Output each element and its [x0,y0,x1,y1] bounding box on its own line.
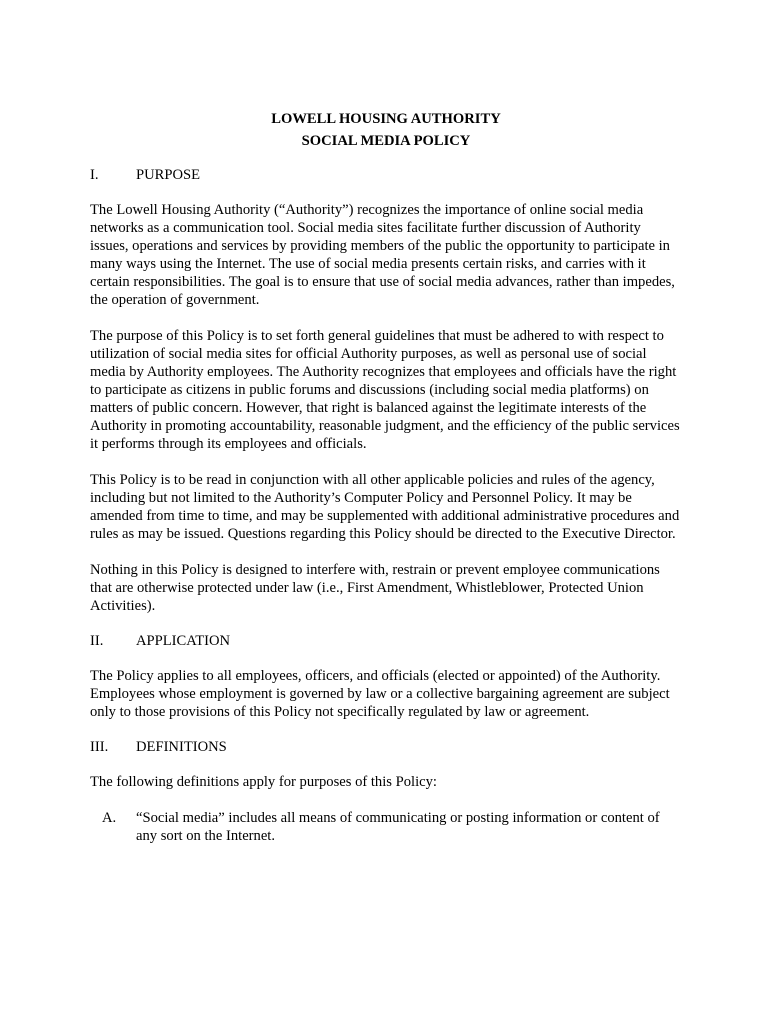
definition-marker: A. [102,810,117,826]
purpose-paragraph-2: The purpose of this Policy is to set forth general guidelines that must be adhered to with respect to utilization of social media sites for official Authority purposes, as well as personal use of social media by Authority employees. The Authority recognizes that employees and officials have the right to participate as citizens in public forums and discussions (including social media platforms) on matters of public concern. However, that right is balanced against the legitimate interests of the Authority in promoting accountability, reasonable judgment, and the efficiency of the public services it performs through its employees and officials. [90,328,680,452]
purpose-paragraph-1: The Lowell Housing Authority (“Authority”) recognizes the importance of online social media networks as a communication tool. Social media sites facilitate further discussion of Authority issues, operations and services by providing members of the public the opportunity to participate in many ways using the Internet. The use of social media presents certain risks, and carries with it certain responsibilities. The goal is to ensure that use of social media advances, rather than impedes, the operation of government. [90,202,675,308]
purpose-paragraph-4: Nothing in this Policy is designed to interfere with, restrain or prevent employee communications that are otherwise protected under law (i.e., First Amendment, Whistleblower, Protected Union Activities). [90,562,660,614]
definition-text: “Social media” includes all means of communicating or posting information or content of any sort on the Internet. [136,810,660,844]
definitions-intro: The following definitions apply for purposes of this Policy: [90,774,437,790]
section-title: DEFINITIONS [136,739,227,755]
section-number: I. [90,167,99,183]
section-title: PURPOSE [136,167,201,183]
title-line-2: SOCIAL MEDIA POLICY [301,133,471,149]
section-application-heading [90,632,682,650]
document-title [90,108,682,152]
section-number: III. [90,739,109,755]
definition-item [102,809,682,845]
section-definitions-heading [90,738,682,756]
title-line-1: LOWELL HOUSING AUTHORITY [271,111,501,127]
document-page [90,108,682,845]
section-purpose-heading [90,166,682,184]
purpose-paragraph-3: This Policy is to be read in conjunction with all other applicable policies and rules of the agency, including but not limited to the Authority’s Computer Policy and Personnel Policy. It may be amended from time to time, and may be supplemented with additional administrative procedures and rules as may be issued. Questions regarding this Policy should be directed to the Executive Director. [90,472,680,542]
section-number: II. [90,633,104,649]
application-paragraph-1: The Policy applies to all employees, officers, and officials (elected or appointed) of the Authority. Employees whose employment is governed by law or a collective bargaining agreement are subject only to those provisions of this Policy not specifically regulated by law or agreement. [90,668,670,720]
section-title: APPLICATION [136,633,231,649]
